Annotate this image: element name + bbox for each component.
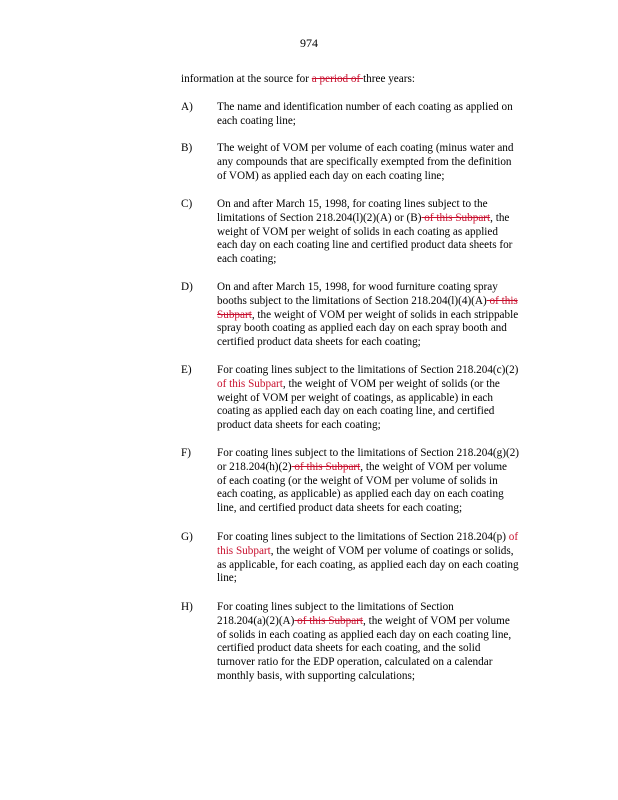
- item-line: coating as applied each day on each coating line, and certified: [217, 405, 495, 418]
- item-body: [217, 364, 543, 433]
- inserted-text: this Subpart: [217, 544, 271, 557]
- item-line: [217, 378, 543, 392]
- item-line: The name and identification number of each coating as applied on: [217, 101, 513, 113]
- item-body: [217, 531, 543, 586]
- item-line: monthly basis, with supporting calculations;: [217, 669, 415, 682]
- item-line: [217, 212, 543, 226]
- item-line: weight of VOM per weight of solids in each coating as applied: [217, 225, 498, 238]
- item-text: , the weight of VOM per volume: [363, 614, 510, 627]
- intro-deleted-text: a period of: [311, 73, 364, 85]
- item-line: product data sheets for each coating;: [217, 419, 381, 432]
- deleted-text: of this: [486, 294, 518, 307]
- item-body: [217, 142, 543, 183]
- item-line: of each coating (or the weight of VOM per volume of solids in: [217, 474, 498, 487]
- item-line: spray booth coating as applied each day on each spray booth and: [217, 322, 507, 335]
- item-line: turnover ratio for the EDP operation, calculated on a calendar: [217, 656, 493, 669]
- item-line: each coating, as applicable) as applied each day on each coating: [217, 488, 504, 501]
- item-body: [217, 447, 543, 516]
- item-text: booths subject to the limitations of Section 218.204(l)(4)(A): [217, 294, 487, 307]
- item-line: [217, 545, 543, 559]
- deleted-text: Subpart: [217, 308, 252, 321]
- item-text: 218.204(a)(2)(A): [217, 614, 295, 627]
- intro-text-after: three years:: [363, 73, 415, 85]
- item-line: any compounds that are specifically exempted from the definition: [217, 155, 512, 168]
- item-letter: D): [181, 281, 193, 293]
- item-line: For coating lines subject to the limitations of Section 218.204(c)(2): [217, 364, 519, 376]
- item-letter: F): [181, 447, 191, 459]
- item-line: line;: [217, 572, 237, 585]
- item-letter: G): [181, 531, 193, 543]
- item-letter: E): [181, 364, 192, 376]
- deleted-text: of this Subpart: [294, 614, 364, 627]
- item-line: [217, 295, 543, 309]
- item-line: certified product data sheets for each coating;: [217, 336, 421, 349]
- item-line: each day on each coating line and certified product data sheets for: [217, 239, 513, 252]
- item-letter: C): [181, 198, 193, 210]
- item-text: , the weight of VOM per weight of solids in each strippable: [251, 308, 519, 321]
- item-line: each coating;: [217, 253, 277, 266]
- item-line: [217, 461, 543, 475]
- intro-line: [181, 73, 561, 87]
- item-line: On and after March 15, 1998, for coating lines subject to the: [217, 198, 488, 210]
- item-letter: B): [181, 142, 193, 154]
- item-line: The weight of VOM per volume of each coating (minus water and: [217, 142, 514, 154]
- item-line: line, and certified product data sheets for each coating;: [217, 502, 463, 515]
- item-line: [217, 531, 543, 545]
- item-text: , the weight of VOM per volume of coatings or solids,: [270, 544, 514, 557]
- item-line: [217, 309, 543, 323]
- item-line: weight of VOM per weight of coatings, as applicable) in each: [217, 391, 493, 404]
- item-body: [217, 101, 543, 129]
- item-body: [217, 281, 543, 350]
- item-line: each coating line;: [217, 114, 296, 127]
- intro-text-before: information at the source for: [181, 73, 312, 85]
- item-text: , the weight of VOM per weight of solids (or the: [282, 377, 500, 390]
- item-line: On and after March 15, 1998, for wood furniture coating spray: [217, 281, 498, 293]
- item-text: limitations of Section 218.204(l)(2)(A) or (B): [217, 211, 422, 224]
- item-body: [217, 601, 543, 684]
- deleted-text: of this Subpart: [421, 211, 491, 224]
- inserted-text: of: [505, 531, 519, 543]
- item-line: [217, 615, 543, 629]
- item-line: For coating lines subject to the limitations of Section: [217, 601, 454, 613]
- item-text: or 218.204(h)(2): [217, 460, 292, 473]
- item-text: , the: [490, 211, 510, 224]
- inserted-text: of this Subpart: [217, 377, 283, 390]
- item-line: of solids in each coating as applied each day on each coating line,: [217, 628, 512, 641]
- page-number: 974: [300, 36, 318, 50]
- item-line: as applicable, for each coating, as applied each day on each coating: [217, 558, 519, 571]
- deleted-text: of this Subpart: [291, 460, 361, 473]
- item-text: For coating lines subject to the limitations of Section 218.204(p): [217, 531, 506, 543]
- item-letter: A): [181, 101, 193, 113]
- item-line: of VOM) as applied each day on each coating line;: [217, 169, 445, 182]
- item-body: [217, 198, 543, 267]
- item-line: certified product data sheets for each coating, and the solid: [217, 642, 481, 655]
- item-letter: H): [181, 601, 193, 613]
- item-line: For coating lines subject to the limitations of Section 218.204(g)(2): [217, 447, 520, 459]
- item-text: , the weight of VOM per volume: [360, 460, 508, 473]
